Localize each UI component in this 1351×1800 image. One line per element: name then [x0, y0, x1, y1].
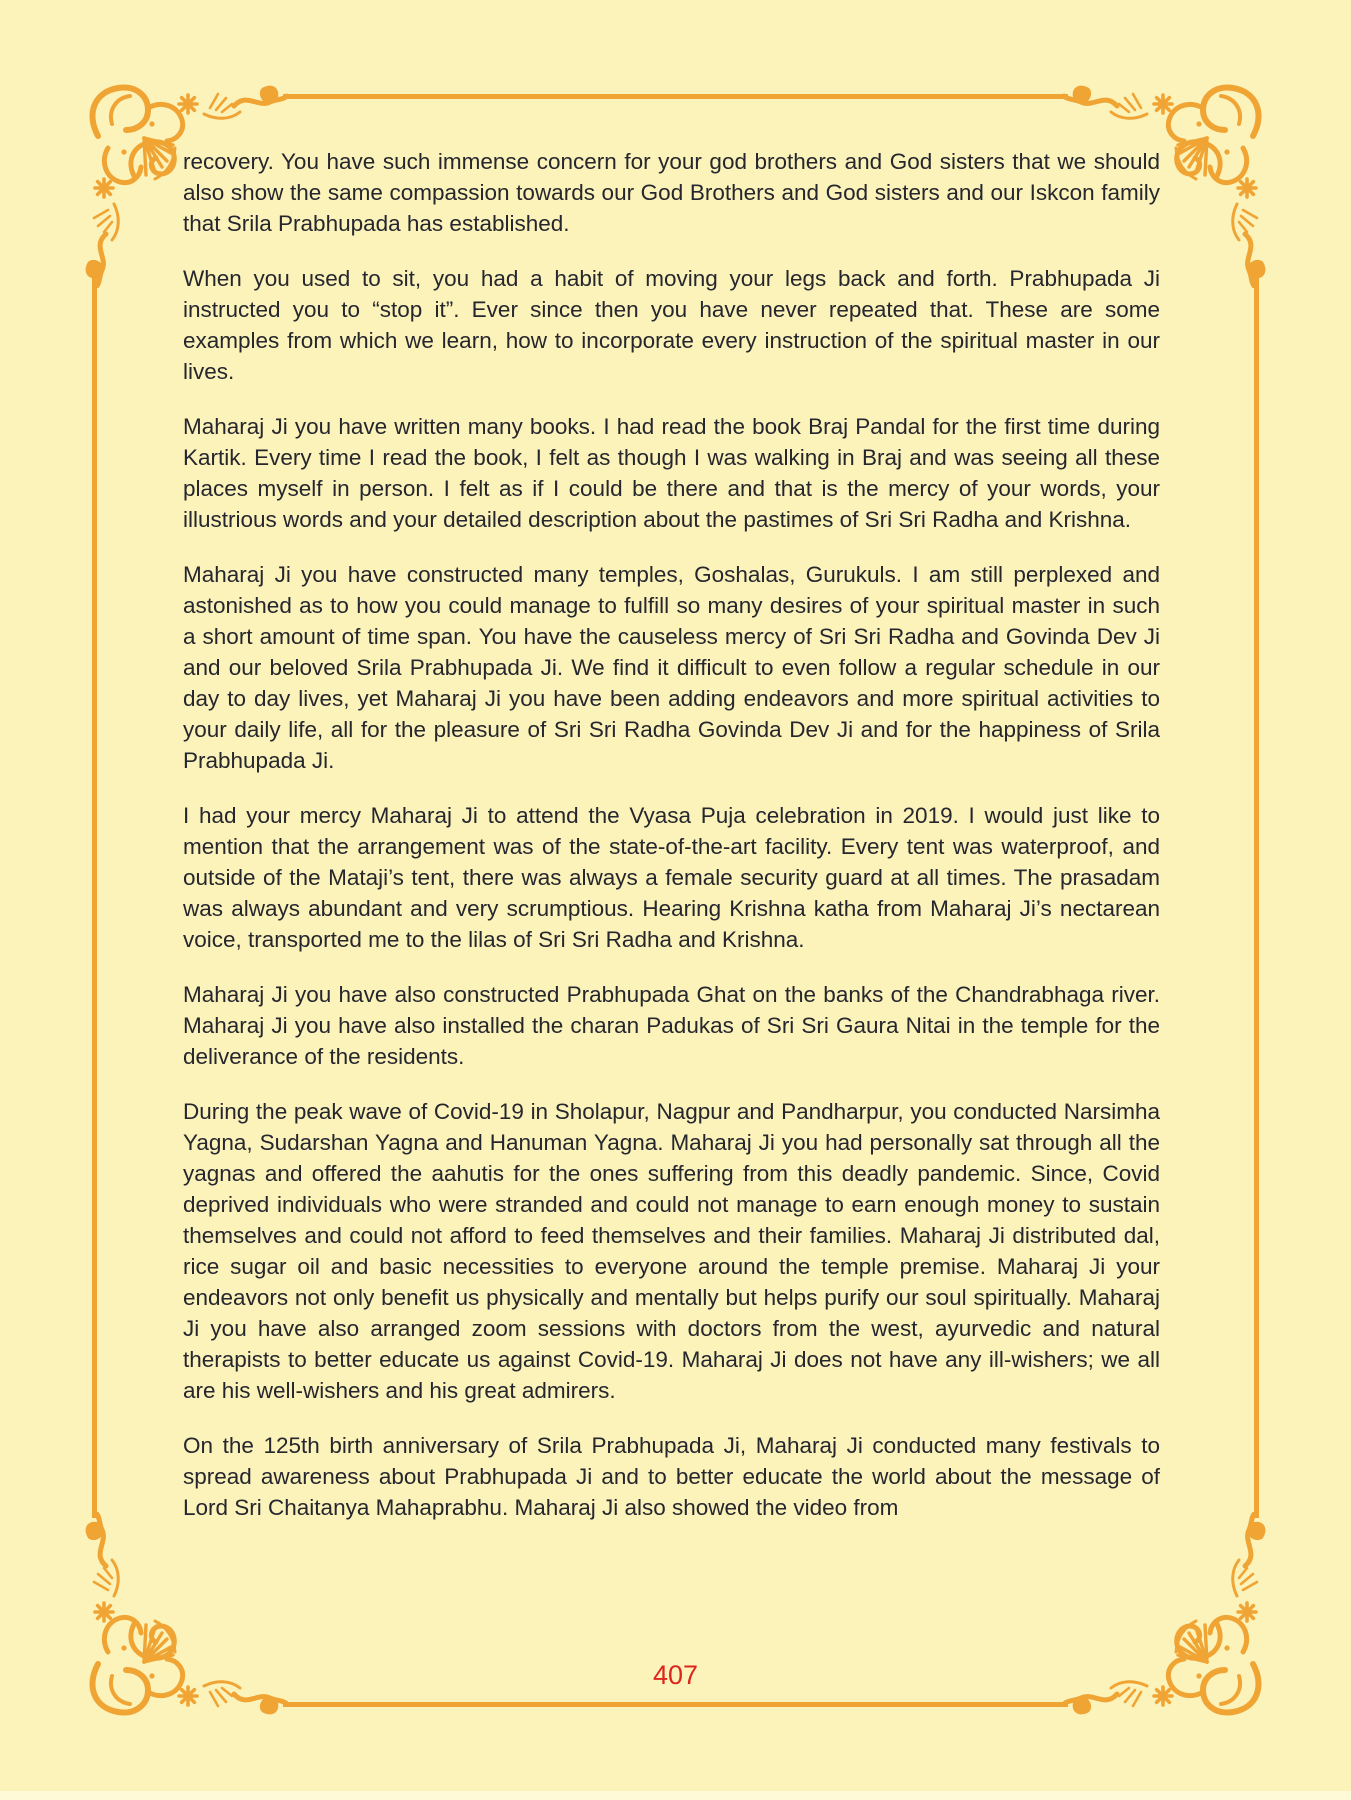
page-edge-strip — [0, 1791, 1351, 1800]
paragraph: I had your mercy Maharaj Ji to attend the Vyasa Puja celebration in 2019. I would just like to mention that the arrangement was of the state-of-the-art facility. Every tent was waterproof, and outside of the Mataji’s tent, there was always a female security guard at all times. The prasadam was always abundant and very scrumptious. Hearing Krishna katha from Maharaj Ji’s nectarean voice, transported me to the lilas of Sri Sri Radha and Krishna. — [183, 803, 1160, 952]
paragraph: Maharaj Ji you have constructed many temples, Goshalas, Gurukuls. I am still perplexed and astonished as to how you could manage to fulfill so many desires of your spiritual master in such a short amount of time span. You have the causeless mercy of Sri Sri Radha and Govinda Dev Ji and our beloved Srila Prabhupada Ji. We find it difficult to even follow a regular schedule in our day to day lives, yet Maharaj Ji you have been adding endeavors and more spiritual activities to your daily life, all for the pleasure of Sri Sri Radha Govinda Dev Ji and for the happiness of Srila Prabhupada Ji. — [183, 562, 1160, 773]
paragraph: Maharaj Ji you have also constructed Prabhupada Ghat on the banks of the Chandrabhaga river. Maharaj Ji you have also installed the charan Padukas of Sri Sri Gaura Nitai in the temple for the deliverance of the residents. — [183, 982, 1160, 1069]
paragraph: recovery. You have such immense concern for your god brothers and God sisters that we should also show the same compassion towards our God Brothers and God sisters and our Iskcon family that Srila Prabhupada has established. — [183, 149, 1160, 236]
border-line-top — [283, 94, 1068, 99]
paragraph: During the peak wave of Covid-19 in Sholapur, Nagpur and Pandharpur, you conducted Narsimha Yagna, Sudarshan Yagna and Hanuman Yagna. Maharaj Ji you had personally sat through all the yagnas and offered the aahutis for the ones suffering from this deadly pandemic. Since, Covid deprived individuals who were stranded and could not manage to earn enough money to sustain themselves and could not afford to feed themselves and their families. Maharaj Ji distributed dal, rice sugar oil and basic necessities to everyone around the temple premise. Maharaj Ji your endeavors not only benefit us physically and mentally but helps purify our soul spiritually. Maharaj Ji you have also arranged zoom sessions with doctors from the west, ayurvedic and natural therapists to better educate us against Covid-19. Maharaj Ji does not have any ill-wishers; we all are his well-wishers and his great admirers. — [183, 1099, 1160, 1403]
paragraph: Maharaj Ji you have written many books. I had read the book Braj Pandal for the first time during Kartik. Every time I read the book, I felt as though I was walking in Braj and was seeing all these places myself in person. I felt as if I could be there and that is the mercy of your words, your illustrious words and your detailed description about the pastimes of Sri Sri Radha and Krishna. — [183, 414, 1160, 532]
border-line-bottom — [283, 1702, 1068, 1707]
paragraph: When you used to sit, you had a habit of moving your legs back and forth. Prabhupada Ji instructed you to “stop it”. Ever since then you have never repeated that. These are some examples from which we learn, how to incorporate every instruction of the spiritual master in our lives. — [183, 266, 1160, 384]
border-line-right — [1254, 278, 1259, 1518]
paragraph: On the 125th birth anniversary of Srila Prabhupada Ji, Maharaj Ji conducted many festivals to spread awareness about Prabhupada Ji and to better educate the world about the message of Lord Sri Chaitanya Mahaprabhu. Maharaj Ji also showed the video from — [183, 1433, 1160, 1520]
page-number: 407 — [652, 1660, 699, 1690]
border-line-left — [92, 278, 97, 1518]
page-text — [183, 146, 1160, 1523]
